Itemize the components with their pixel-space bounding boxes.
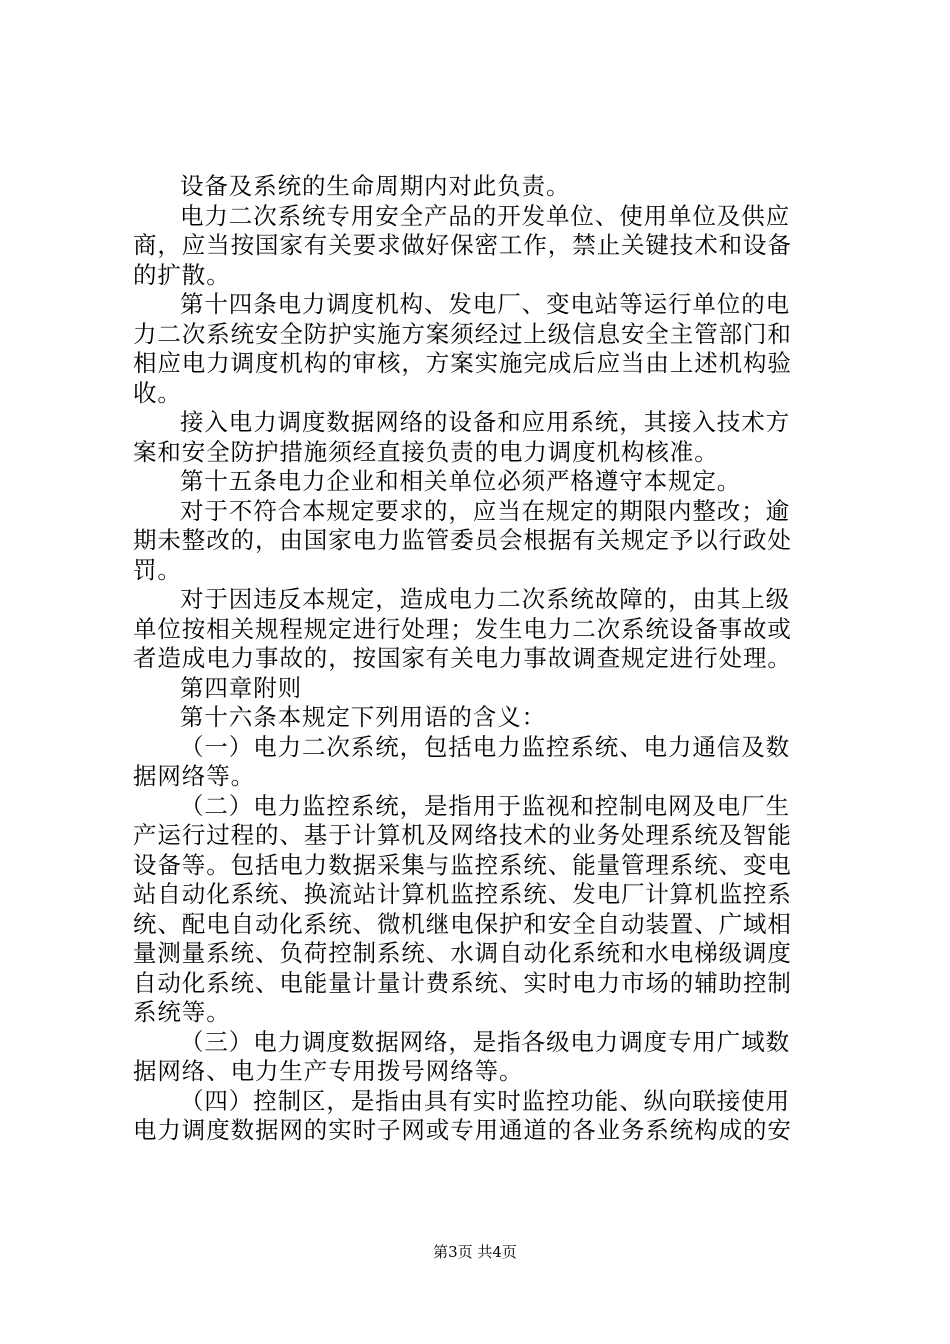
text-line: 统、配电自动化系统、微机继电保护和安全自动装置、广域相 [133,909,792,938]
text-line: 第十四条电力调度机构、发电厂、变电站等运行单位的电 [180,290,790,318]
text-line: 电力调度数据网的实时子网或专用通道的各业务系统构成的安 [133,1116,792,1144]
text-line: 第四章附则 [180,673,302,702]
text-line: 商，应当按国家有关要求做好保密工作，禁止关键技术和设备 [133,231,792,259]
text-line: 设备等。包括电力数据采集与监控系统、能量管理系统、变电 [133,850,792,879]
text-line: 第十五条电力企业和相关单位必须严格遵守本规定。 [180,467,742,495]
text-line: 自动化系统、电能量计量计费系统、实时电力市场的辅助控制 [133,968,792,997]
text-line: 系统等。 [133,998,231,1026]
page-footer: 第3页 共4页 [433,1243,517,1261]
text-line: 电力二次系统专用安全产品的开发单位、使用单位及供应 [180,201,790,230]
text-line: 案和安全防护措施须经直接负责的电力调度机构核准。 [133,437,719,466]
text-line: （一）电力二次系统，包括电力监控系统、电力通信及数 [180,732,790,761]
text-line: （三）电力调度数据网络，是指各级电力调度专用广域数 [180,1027,790,1056]
text-line: 设备及系统的生命周期内对此负责。 [180,172,571,200]
text-line: 相应电力调度机构的审核，方案实施完成后应当由上述机构验 [133,349,792,377]
text-line: 者造成电力事故的，按国家有关电力事故调查规定进行处理。 [133,644,792,672]
text-line: 单位按相关规程规定进行处理；发生电力二次系统设备事故或 [133,614,792,643]
text-line: 力二次系统安全防护实施方案须经过上级信息安全主管部门和 [133,319,792,348]
text-line: （四）控制区，是指由具有实时监控功能、纵向联接使用 [180,1086,790,1115]
text-line: 站自动化系统、换流站计算机监控系统、发电厂计算机监控系 [133,880,792,908]
text-line: 对于不符合本规定要求的，应当在规定的期限内整改；逾 [180,496,790,525]
text-line: 的扩散。 [133,260,231,289]
text-line: 接入电力调度数据网络的设备和应用系统，其接入技术方 [180,408,790,436]
text-line: 据网络、电力生产专用拨号网络等。 [133,1057,524,1085]
text-line: 产运行过程的、基于计算机及网络技术的业务处理系统及智能 [133,821,792,849]
text-line: 收。 [133,378,182,407]
text-line: 期未整改的，由国家电力监管委员会根据有关规定予以行政处 [133,526,792,554]
document-body [133,172,833,1146]
text-line: 对于因违反本规定，造成电力二次系统故障的，由其上级 [180,585,790,613]
text-line: 罚。 [133,555,182,584]
text-line: 第十六条本规定下列用语的含义： [180,703,546,731]
text-line: 据网络等。 [133,762,255,790]
text-line: 量测量系统、负荷控制系统、水调自动化系统和水电梯级调度 [133,939,792,967]
text-line: （二）电力监控系统，是指用于监视和控制电网及电厂生 [180,791,790,820]
